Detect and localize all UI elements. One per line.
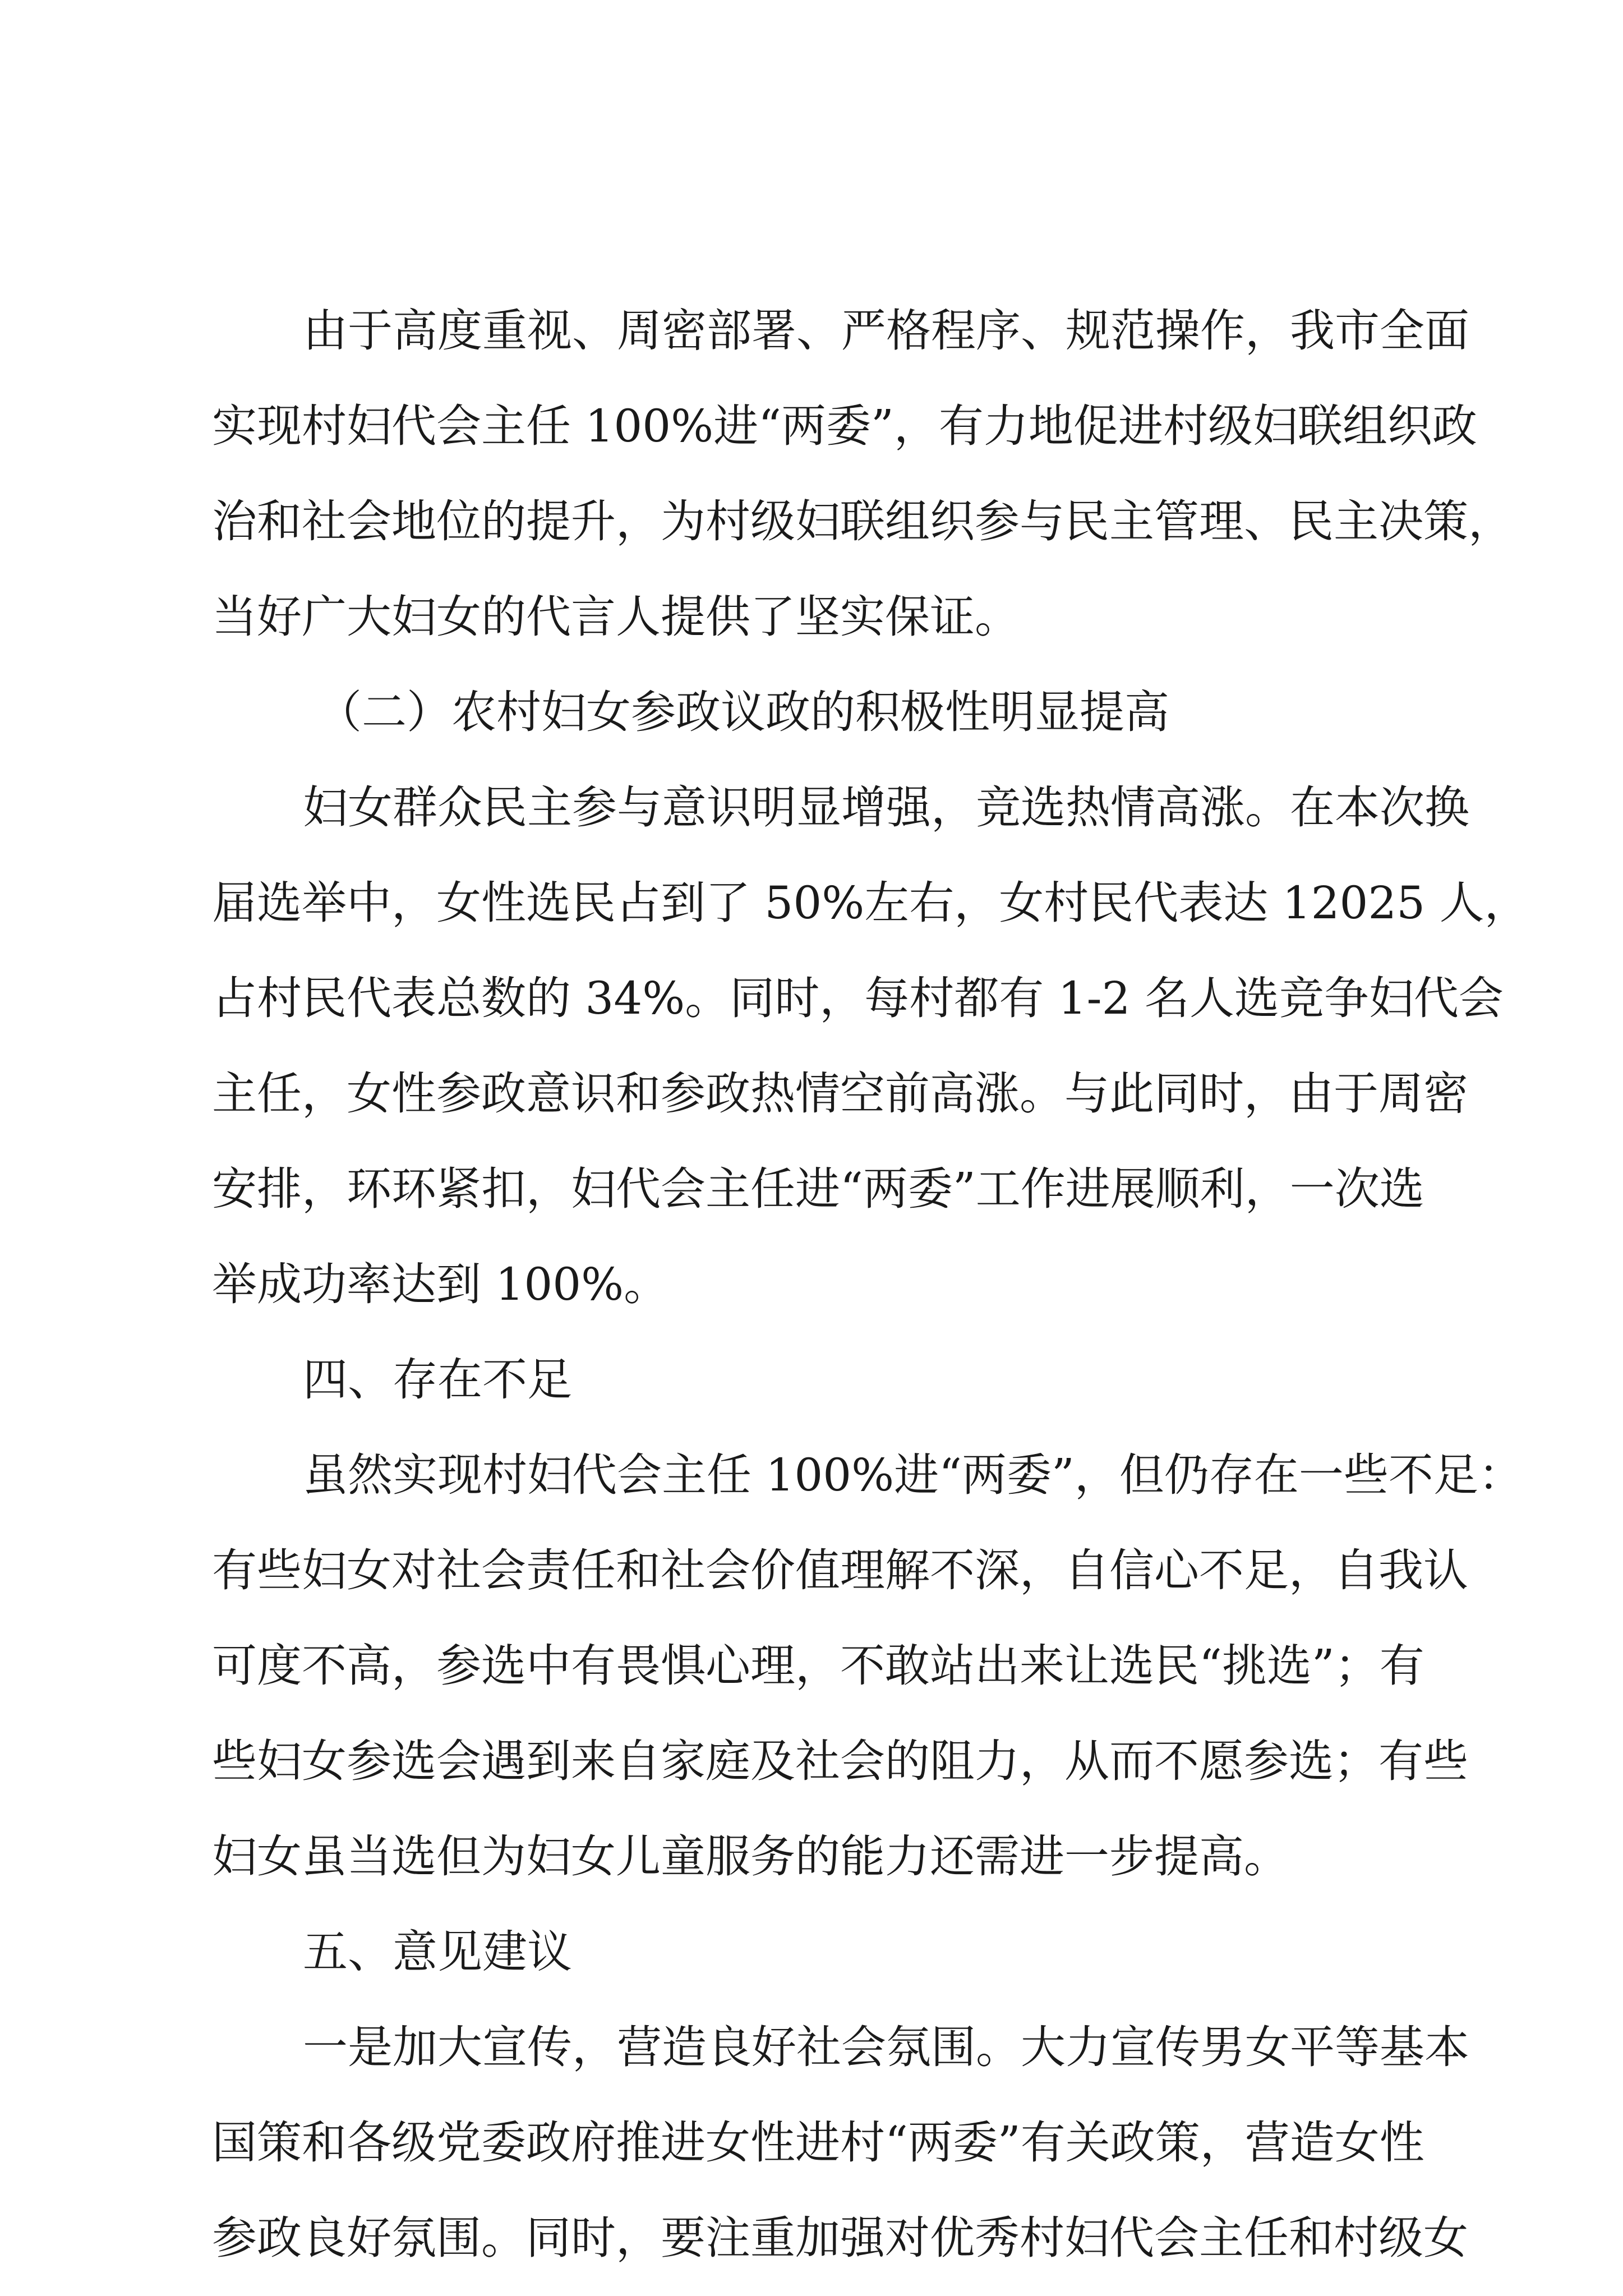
section-heading: 四、存在不足 (303, 1354, 572, 1406)
text-line: 当好广大妇女的代言人提供了坚实保证。 (212, 591, 1020, 643)
text-line: 虽然实现村妇代会主任 100%进“两委”，但仍存在一些不足： (303, 1449, 1523, 1501)
text-line: 届选举中，女性选民占到了 50%左右，女村民代表达 12025 人， (212, 877, 1529, 929)
section-heading: 五、意见建议 (303, 1926, 572, 1978)
text-line: 国策和各级党委政府推进女性进村“两委”有关政策，营造女性 (212, 2116, 1424, 2169)
text-line: 实现村妇代会主任 100%进“两委”，有力地促进村级妇联组织政 (212, 400, 1477, 452)
text-line: 一是加大宣传，营造良好社会氛围。大力宣传男女平等基本 (303, 2021, 1469, 2073)
text-line: 些妇女参选会遇到来自家庭及社会的阻力，从而不愿参选；有些 (212, 1735, 1468, 1787)
text-line: 妇女群众民主参与意识明显增强，竞选热情高涨。在本次换 (303, 781, 1469, 834)
text-line: 治和社会地位的提升，为村级妇联组织参与民主管理、民主决策， (212, 495, 1513, 547)
text-line: 举成功率达到 100%。 (212, 1258, 669, 1310)
text-line: 有些妇女对社会责任和社会价值理解不深，自信心不足，自我认 (212, 1544, 1468, 1596)
section-heading: （二）农村妇女参政议政的积极性明显提高 (317, 686, 1169, 738)
text-line: 参政良好氛围。同时，要注重加强对优秀村妇代会主任和村级女 (212, 2212, 1468, 2264)
text-line: 占村民代表总数的 34%。同时，每村都有 1-2 名人选竞争妇代会 (212, 972, 1504, 1024)
text-line: 可度不高，参选中有畏惧心理，不敢站出来让选民“挑选”；有 (212, 1640, 1424, 1692)
text-line: 妇女虽当选但为妇女儿童服务的能力还需进一步提高。 (212, 1830, 1289, 1883)
text-line: 安排，环环紧扣，妇代会主任进“两委”工作进展顺利，一次选 (212, 1163, 1424, 1215)
text-line: 主任，女性参政意识和参政热情空前高涨。与此同时，由于周密 (212, 1068, 1468, 1120)
text-line: 由于高度重视、周密部署、严格程序、规范操作，我市全面 (303, 305, 1469, 357)
